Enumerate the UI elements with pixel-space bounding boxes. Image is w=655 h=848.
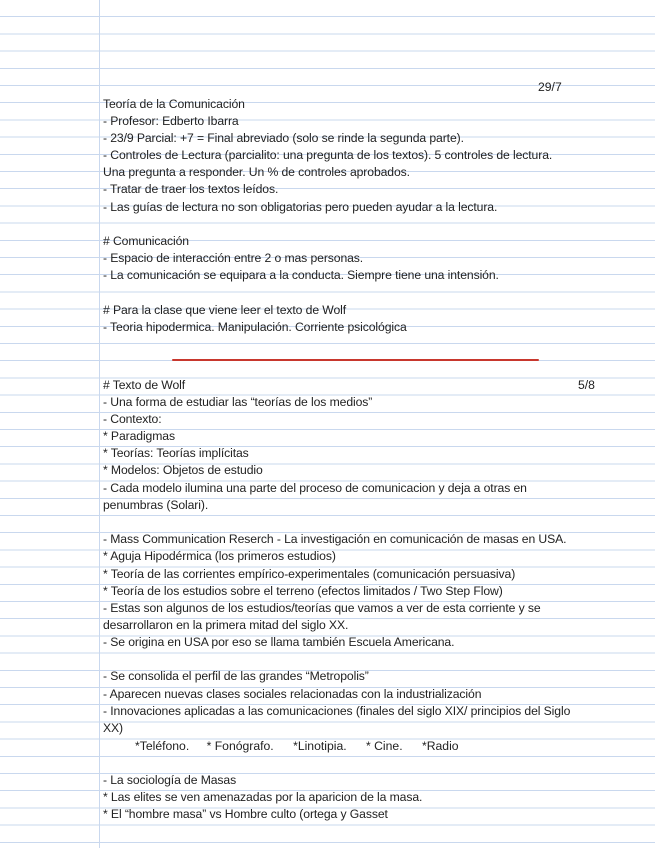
- note-line: - Una forma de estudiar las “teorías de los medios”: [103, 395, 373, 409]
- note-line: - Teoria hipodermica. Manipulación. Corriente psicológica: [103, 320, 407, 334]
- section-heading: # Comunicación: [103, 234, 189, 248]
- note-line: * Modelos: Objetos de estudio: [103, 463, 263, 477]
- note-line: - Las guías de lectura no son obligatorias pero pueden ayudar a la lectura.: [103, 200, 498, 214]
- date-heading: 5/8: [578, 378, 595, 392]
- note-line: - Innovaciones aplicadas a las comunicaciones (finales del siglo XIX/ principios del Siglo: [103, 704, 571, 718]
- note-line: - Mass Communication Reserch - La investigación en comunicación de masas en USA.: [103, 532, 567, 546]
- note-line: * El “hombre masa” vs Hombre culto (ortega y Gasset: [103, 807, 388, 821]
- note-line: * Teoría de las corrientes empírico-experimentales (comunicación persuasiva): [103, 567, 516, 581]
- device-item: * Cine.: [366, 739, 403, 753]
- note-line: - Aparecen nuevas clases sociales relacionadas con la industrialización: [103, 687, 482, 701]
- note-line: Una pregunta a responder. Un % de controles aprobados.: [103, 165, 410, 179]
- note-line: - Espacio de interacción entre 2 o mas personas.: [103, 251, 364, 265]
- section-heading: # Texto de Wolf: [103, 378, 186, 392]
- device-item: *Radio: [421, 739, 459, 753]
- note-line: * Teoría de los estudios sobre el terreno (efectos limitados / Two Step Flow): [103, 584, 503, 598]
- margin-line: [99, 0, 100, 848]
- note-line: - Contexto:: [103, 412, 162, 426]
- note-line: desarrollaron en la primera mitad del siglo XX.: [103, 618, 349, 632]
- date-heading: 29/7: [538, 80, 562, 94]
- note-line: - Estas son algunos de los estudios/teorías que vamos a ver de esta corriente y se: [103, 601, 541, 615]
- device-item: * Fonógrafo.: [206, 739, 274, 753]
- note-line: penumbras (Solari).: [103, 498, 209, 512]
- separator-line: [172, 359, 539, 361]
- device-item: *Teléfono.: [135, 739, 190, 753]
- note-line: - La sociología de Masas: [103, 773, 237, 787]
- device-item: *Linotipia.: [293, 739, 347, 753]
- note-line: * Paradigmas: [103, 429, 175, 443]
- note-line: * Aguja Hipodérmica (los primeros estudios): [103, 549, 336, 563]
- note-line: XX): [103, 721, 124, 735]
- note-line: - Se origina en USA por eso se llama también Escuela Americana.: [103, 635, 455, 649]
- note-line: * Teorías: Teorías implícitas: [103, 446, 249, 460]
- section-heading: # Para la clase que viene leer el texto de Wolf: [103, 303, 347, 317]
- devices-list: [103, 738, 459, 755]
- note-line: - Se consolida el perfil de las grandes “Metropolis”: [103, 669, 369, 683]
- note-line: - 23/9 Parcial: +7 = Final abreviado (solo se rinde la segunda parte).: [103, 131, 464, 145]
- course-title: Teoría de la Comunicación: [103, 97, 245, 111]
- note-line: - Controles de Lectura (parcialito: una pregunta de los textos). 5 controles de lectura.: [103, 148, 553, 162]
- note-line: - Cada modelo ilumina una parte del proceso de comunicacion y deja a otras en: [103, 481, 527, 495]
- note-line: - Profesor: Edberto Ibarra: [103, 114, 239, 128]
- note-line: * Las elites se ven amenazadas por la aparicion de la masa.: [103, 790, 423, 804]
- note-line: - La comunicación se equipara a la conducta. Siempre tiene una intensión.: [103, 268, 499, 282]
- note-line: - Tratar de traer los textos leídos.: [103, 182, 279, 196]
